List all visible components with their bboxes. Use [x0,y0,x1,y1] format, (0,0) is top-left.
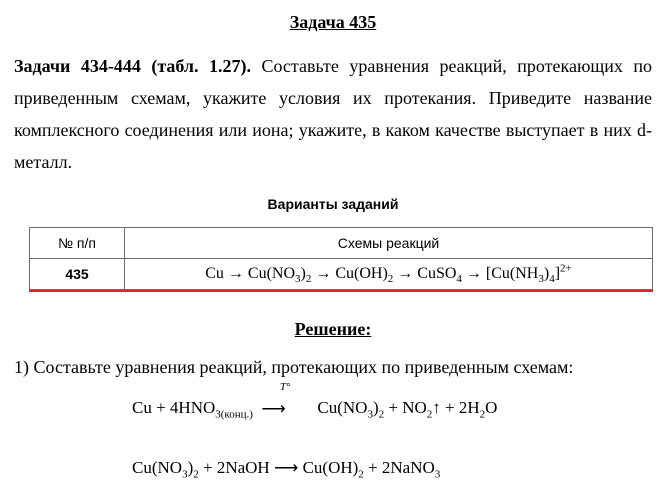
column-header-scheme: Схемы реакций [125,228,653,259]
page-title: Задача 435 [289,12,377,32]
table-caption: Варианты заданий [267,196,399,212]
solution-step-1: 1) Составьте уравнения реакций, протекающих по приведенным схемам: [14,357,574,377]
table-row [30,259,653,290]
accent-underline [29,290,653,292]
column-header-number: № п/п [30,228,125,259]
task-paragraph [14,50,652,178]
reaction-scheme-text: $Cu \to Cu(NO_3)_2 \to Cu(OH)_2$ → CuSO$_4$ → $[Cu(NH_3)_4]^{2+}$ [205,262,572,286]
variant-number: 435 [30,259,125,290]
task-prefix: Задачи 434-444 (табл. 1.27). [14,56,251,76]
equation-1-text: $Cu + 4HNO_{3(конц.)}$ T° ⟶ $Cu(NO_3)_2$ + $NO_2↑ + 2H_2O$ [132,381,498,421]
reaction-scheme [125,259,653,290]
equation-2-text: $Cu(NO_3)_2$ + 2NaOH ⟶ $Cu(OH)_2$ + 2NaNO$_3$ [132,458,441,480]
variants-table [29,227,653,290]
equation-2 [132,458,440,480]
table-header-row [30,228,653,259]
task-text: Составьте уравнения реакций, протекающих по приведенным схемам, укажите условия их протекания. Приведите название комплексного соединения или иона; укажите, в каком качестве выступает в них d-металл. [14,56,652,172]
equation-1 [132,381,498,421]
solution-heading: Решение: [294,319,372,339]
